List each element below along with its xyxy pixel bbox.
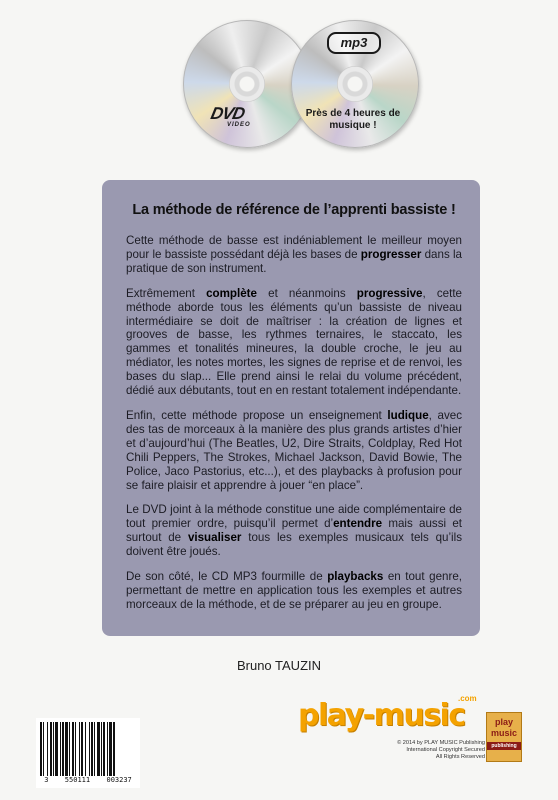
barcode-bar (79, 722, 80, 776)
author-name: Bruno TAUZIN (236, 658, 322, 673)
barcode-bars (40, 722, 136, 776)
mp3-duration-text: Près de 4 heures de musique ! (305, 108, 401, 131)
barcode-bar (75, 722, 76, 776)
copyright-notice: © 2014 by PLAY MUSIC Publishing International Copyright Secured All Rights Reserved (397, 740, 485, 760)
disc-hub (337, 66, 373, 102)
barcode-bar (103, 722, 105, 776)
description-panel (102, 180, 480, 636)
mp3-logo: mp3 (327, 32, 381, 54)
publisher-domain: .com (458, 694, 477, 703)
barcode-bar (89, 722, 90, 776)
barcode-bar (72, 722, 74, 776)
mp3-disc-image (291, 20, 419, 148)
panel-title: La méthode de référence de l’apprenti bassiste ! (132, 202, 456, 218)
paragraph-4: Le DVD joint à la méthode constitue une aide complémentaire de tout premier ordre, puisqu’il permet d’entendre mais aussi et surtout de visualiser tous les exemples musicaux tels qu’ils doivent être joués. (126, 503, 462, 559)
publisher-badge: play music publishing (486, 712, 522, 762)
barcode-bar (113, 722, 115, 776)
barcode-bar (65, 722, 68, 776)
barcode-bar (47, 722, 48, 776)
barcode-bar (81, 722, 83, 776)
paragraph-1: Cette méthode de basse est indéniablement le meilleur moyen pour le bassiste possédant déjà les bases de progresser dans la pratique de son instrument. (126, 234, 463, 275)
barcode-bar (40, 722, 42, 776)
barcode-bar (109, 722, 112, 776)
barcode-bar (101, 722, 102, 776)
paragraph-3: Enfin, cette méthode propose un enseignement ludique, avec des tas de morceaux à la manière des plus grands artistes d’hier et d’aujourd’hui (The Beatles, U2, Dire Straits, Coldplay, Red Hot Chili Peppers, The Strokes, Michael Jackson, David Bowie, The Police, Jaco Pastorius, etc...), et des playbacks à profusion pour se faire plaisir et apprendre à jouer “en place”. (126, 408, 462, 492)
barcode-bar (50, 722, 52, 776)
barcode-bar (69, 722, 70, 776)
barcode-bar (91, 722, 93, 776)
barcode (36, 718, 140, 788)
paragraph-2: Extrêmement complète et néanmoins progressive, cette méthode aborde tous les éléments qu’un bassiste de niveau intermédiaire se doit de maîtriser : la création de lignes et grooves de basse, les rythmes ternaires, le staccato, les gammes et tonalités mineures, la double croche, le jeu au médiator, les notes mortes, les signes de reprise et de renvoi, les bases du slap... Elle prend ainsi le relai du volume précédent, dédié aux débutants, tout en en restant totalement indépendante. (126, 286, 462, 398)
barcode-bar (94, 722, 95, 776)
barcode-bar (53, 722, 54, 776)
paragraph-5: De son côté, le CD MP3 fourmille de playbacks en tout genre, permettant de mettre en application tous les exemples et autres morceaux de la méthode, et de se préparer au jeu en groupe. (126, 570, 462, 611)
barcode-bar (85, 722, 86, 776)
disc-hub (229, 66, 265, 102)
barcode-bar (43, 722, 44, 776)
barcode-bar (62, 722, 64, 776)
barcode-bar (60, 722, 61, 776)
publisher-name: play-music (298, 698, 465, 733)
barcode-digits: 3 550111 003237 (44, 776, 132, 784)
barcode-bar (97, 722, 100, 776)
dvd-logo: DVD (209, 104, 247, 123)
dvd-video-label: VIDEO (227, 122, 251, 128)
barcode-bar (107, 722, 108, 776)
barcode-bar (55, 722, 58, 776)
